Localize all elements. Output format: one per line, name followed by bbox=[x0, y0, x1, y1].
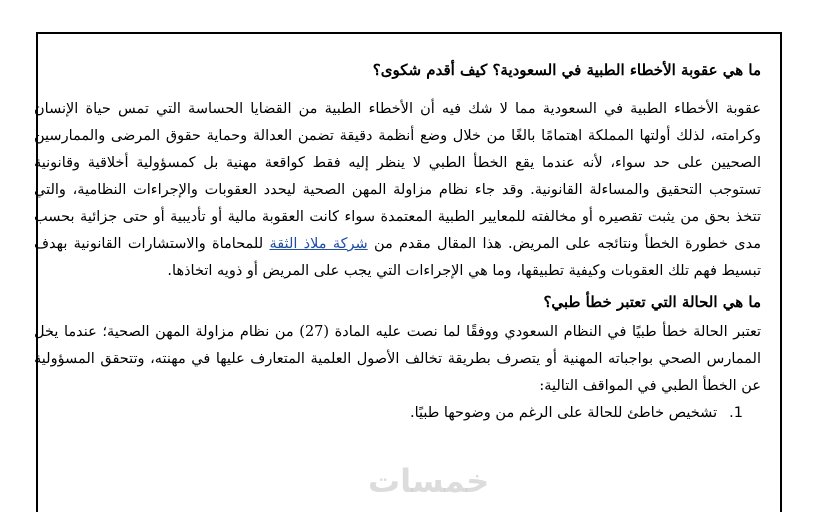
list-item-text: تشخيص خاطئ للحالة على الرغم من وضوحها طبيًا. bbox=[410, 405, 718, 421]
intro-paragraph bbox=[34, 96, 761, 285]
section-heading: ما هي الحالة التي تعتبر خطأ طبي؟ bbox=[543, 293, 761, 311]
list-item bbox=[34, 400, 743, 427]
intro-text-after-link: للمحاماة والاستشارات القانونية بهدف تبسيط فهم تلك العقوبات وكيفية تطبيقها، وما هي الإجراءات التي يجب على المريض أو ذويه اتخاذها. bbox=[34, 236, 761, 279]
list-item-number: 1. bbox=[729, 405, 743, 421]
intro-text-before-link: عقوبة الأخطاء الطبية في السعودية مما لا شك فيه أن الأخطاء الطبية من القضايا الحساسة التي تمس حياة الإنسان وكرامته، لذلك أولتها المملكة اهتمامًا بالغًا من خلال وضع أنظمة دقيقة تضمن العدالة وحماية حقوق المرضى والممارسين الصحيين على حد سواء، لأنه عندما يقع الخطأ الطبي لا ينظر إليه فقط كواقعة مهنية بل كمسؤولية أخلاقية وقانونية تستوجب التحقيق والمساءلة القانونية. وقد جاء نظام مزاولة المهن الصحية ليحدد العقوبات والإجراءات النظامية، والتي تتخذ بحق من يثبت تقصيره أو مخالفته للمعايير الطبية المعتمدة سواء كانت العقوبة مالية أو تأديبية أو حتى جزائية بحسب مدى خطورة الخطأ ونتائجه على المريض. هذا المقال مقدم من bbox=[34, 101, 762, 252]
document-body bbox=[34, 60, 761, 427]
company-link[interactable]: شركة ملاذ الثقة bbox=[269, 236, 368, 252]
page-title: ما هي عقوبة الأخطاء الطبية في السعودية؟ كيف أقدم شكوى؟ bbox=[372, 61, 761, 79]
section-paragraph: تعتبر الحالة خطأ طبيًا في النظام السعودي ووفقًا لما نصت عليه المادة (27) من نظام مزاولة المهن الصحية؛ عندما يخل الممارس الصحي بواجباته المهنية أو يتصرف بطريقة تخالف الأصول العلمية المتعارف عليها في مهنته، وتتحقق المسؤولية عن الخطأ الطبي في المواقف التالية: bbox=[34, 324, 761, 394]
watermark-logo: خمسات bbox=[368, 462, 490, 500]
